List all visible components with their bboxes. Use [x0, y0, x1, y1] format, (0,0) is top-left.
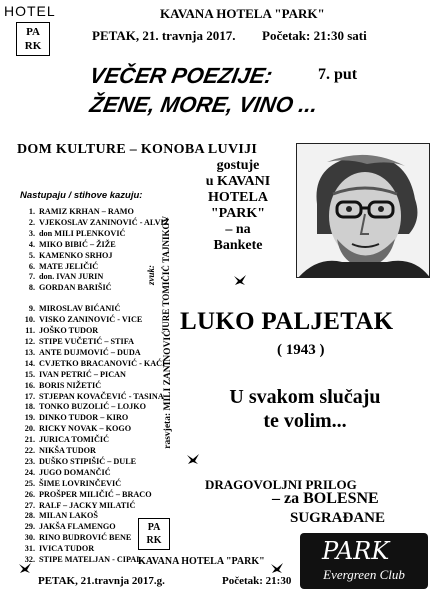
event-title-line2: ŽENE, MORE, VINO ...: [87, 92, 320, 117]
list-item-number: 4.: [28, 239, 35, 249]
list-item-name: STIPE VUČETIĆ – STIFA: [39, 336, 135, 346]
list-item-name: NIKŠA TUDOR: [39, 446, 96, 456]
list-item-number: 21.: [24, 435, 35, 445]
list-item-name: STIPE MATELJAN - CIPAL: [39, 555, 142, 565]
header-title: KAVANA HOTELA "PARK": [160, 6, 325, 21]
list-item-number: 17.: [24, 391, 35, 401]
list-item-number: 27.: [24, 500, 35, 510]
list-item-name: don. IVAN JURIN: [39, 272, 104, 282]
list-item-name: JURICA TOMIČIĆ: [39, 435, 109, 445]
donation-line1: DRAGOVOLJNI PRILOG: [205, 477, 357, 492]
footer-date: PETAK, 21.travnja 2017.g.: [38, 575, 165, 587]
sound-name: JURE: [161, 308, 171, 333]
logo-letters-bottom: RK: [24, 40, 42, 52]
list-item-name: KAMENKO SRHOJ: [39, 250, 113, 260]
list-item: [18, 457, 169, 468]
guest-line: – na: [225, 222, 251, 237]
lighting-credit: rasvjeta: MILI ZANINOVIĆ: [163, 330, 173, 449]
list-item: [18, 359, 169, 370]
club-logo-word: PARK: [322, 537, 390, 565]
list-item-number: 29.: [24, 522, 35, 532]
donation-line2: – za BOLESNE: [272, 490, 379, 507]
park-logo-footer: [138, 518, 170, 550]
list-item: [18, 207, 169, 218]
list-item-number: 28.: [24, 511, 35, 521]
swallow-icon: [233, 274, 247, 291]
donation-line3: SUGRAĐANE: [290, 510, 386, 526]
sound-label: zvuk:: [146, 265, 156, 285]
list-item: [18, 402, 169, 413]
list-item-number: 7.: [28, 272, 35, 282]
list-item-number: 16.: [24, 380, 35, 390]
list-item-number: 5.: [28, 250, 35, 260]
list-item: [18, 479, 169, 490]
header-start-time: Početak: 21:30 sati: [262, 28, 367, 43]
logo-letters-top: PA: [147, 521, 161, 533]
list-item: [18, 424, 169, 435]
slogan: [205, 385, 405, 433]
list-item-name: RALF – JACKY MILATIĆ: [39, 500, 136, 510]
list-item-number: 11.: [25, 326, 35, 336]
list-item-name: IVICA TUDOR: [39, 544, 95, 554]
list-item-number: 19.: [24, 413, 35, 423]
header-date: PETAK, 21. travnja 2017.: [92, 28, 236, 43]
list-item-number: 13.: [24, 347, 35, 357]
list-item-name: PROŠPER MILIČIĆ – BRACO: [39, 489, 152, 499]
list-item-name: BORIS NIŽETIĆ: [39, 380, 102, 390]
swallow-icon: [186, 453, 200, 470]
list-item: [18, 446, 169, 457]
sound-credits: [161, 216, 172, 332]
list-item: [18, 218, 169, 229]
list-item-number: 14.: [24, 358, 35, 368]
guest-line: HOTELA: [208, 190, 268, 205]
sound-name: TAJNIKOV: [161, 216, 171, 263]
list-item-name: GORDAN BARIŠIĆ: [39, 283, 112, 293]
list-item-number: 23.: [24, 456, 35, 466]
guest-line: "PARK": [210, 206, 266, 221]
list-item-number: 10.: [24, 315, 35, 325]
list-item-number: 26.: [24, 489, 35, 499]
list-item: [18, 392, 169, 403]
list-item-name: CVJETKO BRACANOVIĆ - KAĆI: [39, 358, 166, 368]
list-item-number: 9.: [28, 304, 35, 314]
list-item-number: 22.: [24, 446, 35, 456]
list-item: [18, 315, 169, 326]
list-item: [18, 229, 169, 240]
list-item-name: MIKO BIBIĆ – ŽIŽE: [39, 239, 116, 249]
list-item-name: MILAN LAKOŠ: [39, 511, 98, 521]
list-item-number: 31.: [24, 544, 35, 554]
footer-start-time: Početak: 21:30: [222, 575, 292, 587]
list-item: [18, 240, 169, 251]
performers-list: [18, 207, 169, 566]
list-item-name: IVAN PETRIĆ – PICAN: [39, 369, 126, 379]
guest-line: gostuje: [216, 158, 260, 173]
logo-letters-bottom: RK: [146, 534, 162, 546]
list-item-number: 32.: [24, 555, 35, 565]
list-item-name: DUŠKO STIPIŠIĆ – DULE: [39, 456, 137, 466]
list-item: [18, 381, 169, 392]
performers-heading: Nastupaju / stihove kazuju:: [20, 190, 143, 201]
evergreen-club-logo: [300, 533, 428, 589]
list-item-name: RINO BUDROVIĆ BENE: [39, 533, 132, 543]
park-logo: [16, 22, 50, 56]
list-item: [18, 468, 169, 479]
list-item-number: 30.: [24, 533, 35, 543]
list-item-name: STJEPAN KOVAČEVIĆ - TASINA: [39, 391, 164, 401]
list-item: [18, 370, 169, 381]
footer-title: KAVANA HOTELA "PARK": [138, 556, 265, 567]
list-item-number: 12.: [24, 336, 35, 346]
list-item-name: VJEKOSLAV ZANINOVIĆ - ALVIŽ: [39, 217, 170, 227]
sound-name: TOMIČIĆ: [161, 265, 171, 307]
portrait-photo: [296, 143, 430, 278]
guest-line: u KAVANI: [205, 174, 271, 189]
list-item-name: VISKO ZANINOVIĆ - VICE: [39, 315, 143, 325]
list-item: [18, 348, 169, 359]
list-item-name: JAKŠA FLAMENGO: [39, 522, 116, 532]
list-item-number: 3.: [28, 228, 35, 238]
list-item: [18, 490, 169, 501]
list-item: [18, 413, 169, 424]
list-item-name: JUGO DOMANČIĆ: [39, 467, 111, 477]
list-item-name: MATE JELIČIĆ: [39, 261, 99, 271]
list-item: [18, 304, 169, 315]
list-item-name: don MILI PLENKOVIĆ: [39, 228, 126, 238]
hotel-word: HOTEL: [4, 3, 56, 19]
list-item-name: TONKO BUZOLIĆ – LOJKO: [39, 402, 146, 412]
guest-line: Bankete: [213, 238, 263, 253]
list-item-name: JOŠKO TUDOR: [39, 326, 99, 336]
list-item: [18, 337, 169, 348]
list-item: [18, 435, 169, 446]
list-item-name: RICKY NOVAK – KOGO: [39, 424, 132, 434]
list-item-number: 1.: [28, 207, 35, 216]
list-item-name: RAMIZ KRHAN – RAMO: [39, 207, 134, 216]
list-item-name: MIROSLAV BIĆANIĆ: [39, 304, 121, 314]
list-item-number: 6.: [28, 261, 35, 271]
logo-letters-top: PA: [26, 26, 40, 38]
list-item-name: ANTE DUJMOVIĆ – DUDA: [39, 347, 141, 357]
poet-name: LUKO PALJETAK: [180, 308, 394, 335]
guest-info: [188, 158, 288, 254]
event-edition: 7. put: [318, 66, 358, 83]
list-item-number: 2.: [28, 217, 35, 227]
poet-year: ( 1943 ): [277, 342, 325, 358]
list-item-number: 20.: [24, 424, 35, 434]
slogan-line: U svakom slučaju: [229, 386, 381, 408]
event-title-line1: VEČER POEZIJE:: [87, 63, 275, 88]
list-item: [18, 501, 169, 512]
list-item-number: 18.: [24, 402, 35, 412]
host-name: DOM KULTURE – KONOBA LUVIJI: [17, 142, 258, 157]
list-item-number: 15.: [24, 369, 35, 379]
list-item-number: 25.: [24, 478, 35, 488]
slogan-line: te volim...: [263, 410, 347, 432]
club-name: Evergreen Club: [323, 567, 405, 582]
list-item-name: ŠIME LOVRINČEVIĆ: [39, 478, 122, 488]
list-item: [18, 326, 169, 337]
list-item-number: 8.: [28, 283, 35, 293]
list-item-name: DINKO TUDOR – KIRO: [39, 413, 129, 423]
swallow-icon: [18, 562, 32, 579]
list-item-number: 24.: [24, 467, 35, 477]
list-item: [18, 251, 169, 262]
